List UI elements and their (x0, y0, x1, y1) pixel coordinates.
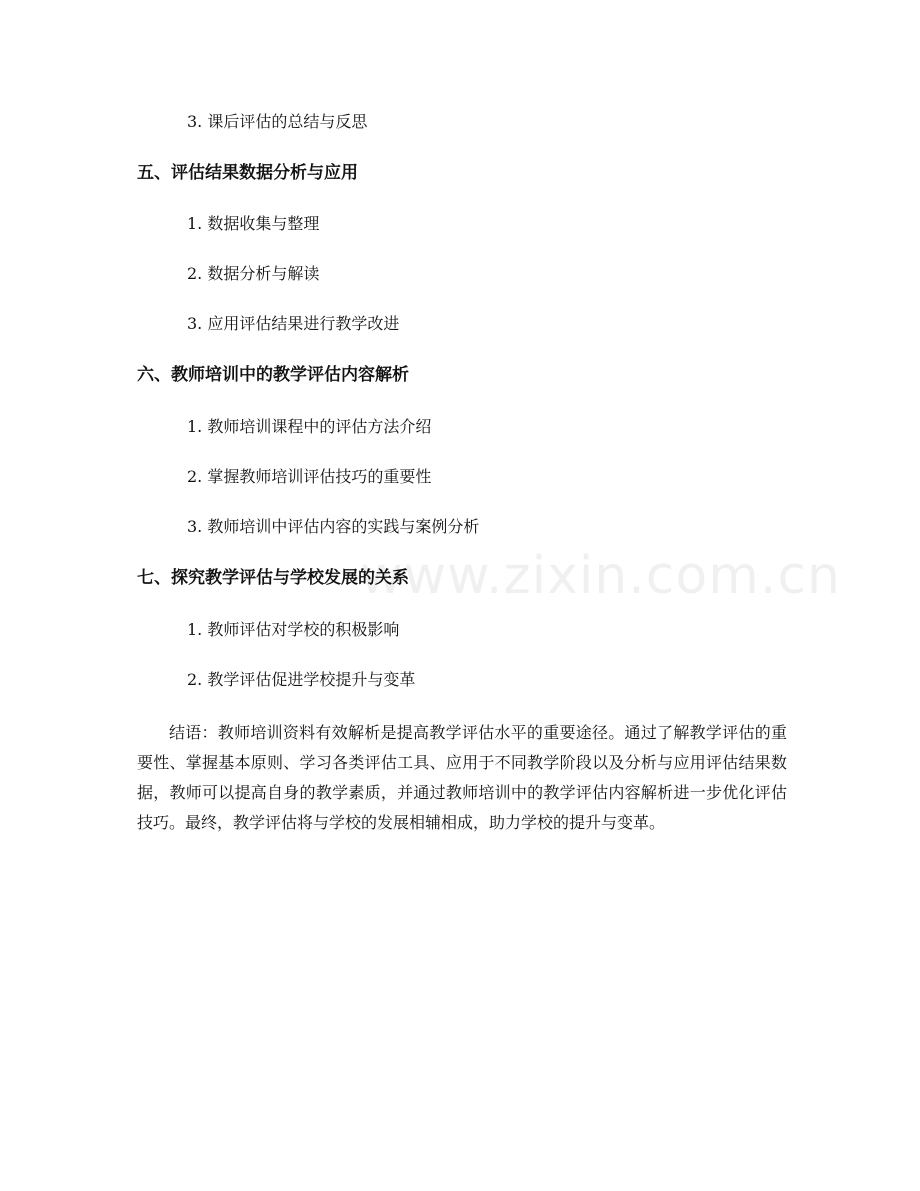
list-item: 3. 课后评估的总结与反思 (187, 112, 368, 131)
list-item: 1. 教师评估对学校的积极影响 (187, 620, 400, 639)
list-item: 2. 掌握教师培训评估技巧的重要性 (187, 467, 432, 486)
section-heading: 七、探究教学评估与学校发展的关系 (137, 568, 409, 588)
list-item: 1. 数据收集与整理 (187, 214, 320, 233)
list-item: 3. 应用评估结果进行教学改进 (187, 314, 400, 333)
list-item: 2. 数据分析与解读 (187, 264, 320, 283)
list-item: 1. 教师培训课程中的评估方法介绍 (187, 417, 432, 436)
conclusion-paragraph: 结语：教师培训资料有效解析是提高教学评估水平的重要途径。通过了解教学评估的重要性、掌握基本原则、学习各类评估工具、应用于不同教学阶段以及分析与应用评估结果数据，教师可以提高自身的教学素质，并通过教师培训中的教学评估内容解析进一步优化评估技巧。最终，教学评估将与学校的发展相辅相成，助力学校的提升与变革。 (137, 723, 787, 832)
section-heading: 五、评估结果数据分析与应用 (137, 163, 358, 183)
section-heading: 六、教师培训中的教学评估内容解析 (137, 365, 409, 385)
watermark: www.zixin.com.cn (360, 546, 841, 606)
list-item: 2. 教学评估促进学校提升与变革 (187, 670, 416, 689)
list-item: 3. 教师培训中评估内容的实践与案例分析 (187, 517, 480, 536)
